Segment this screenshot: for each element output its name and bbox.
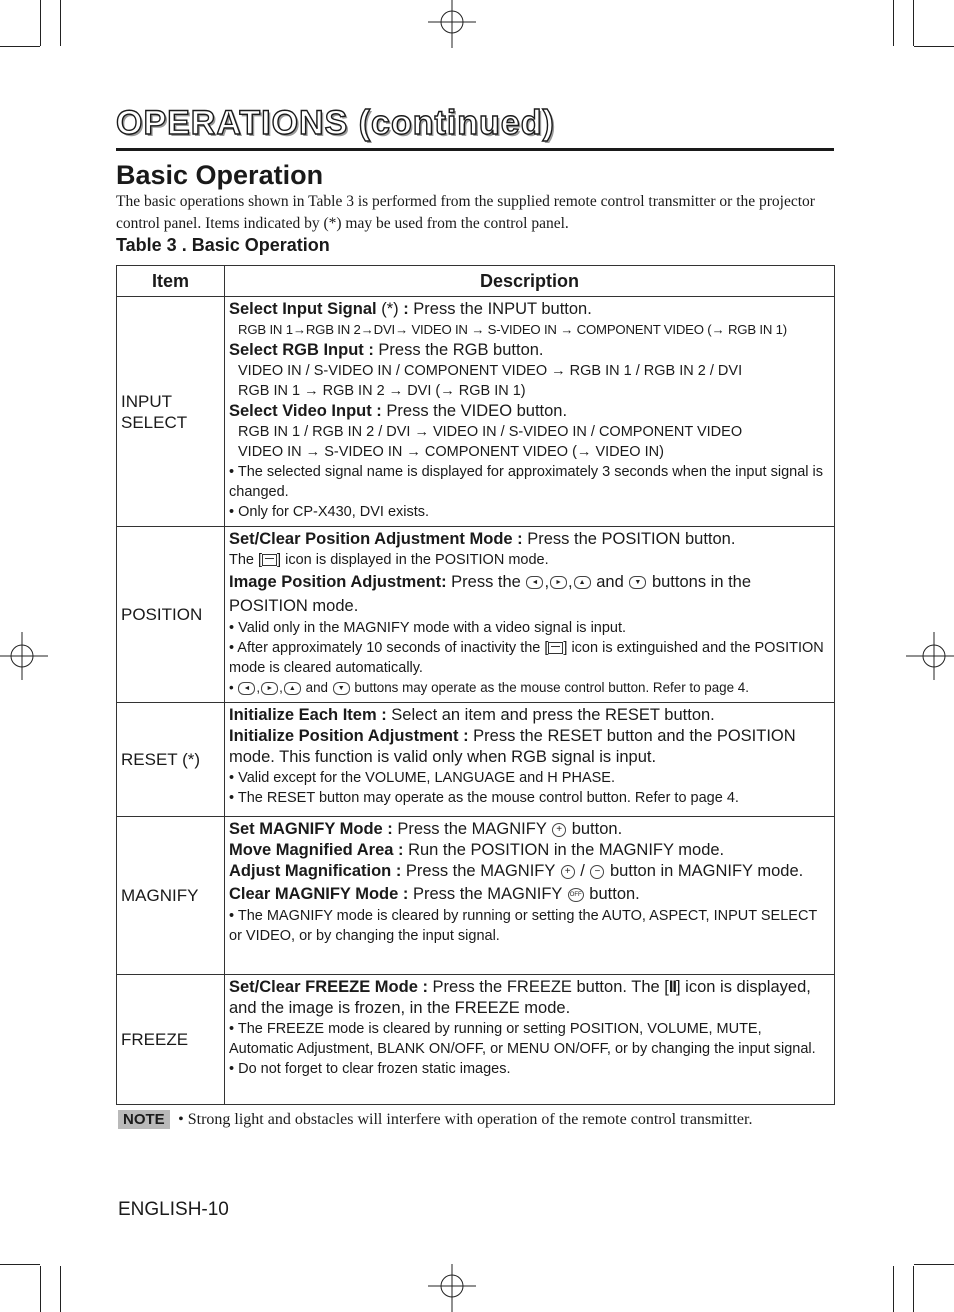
video-input-label: Select Video Input : (229, 402, 382, 420)
note-label: NOTE (118, 1110, 170, 1129)
table-row (117, 297, 835, 527)
rgb-input-label: Select RGB Input : (229, 341, 374, 359)
row-description-freeze (225, 975, 835, 1105)
table-row (117, 527, 835, 703)
magnify-plus-icon: + (561, 865, 575, 879)
adjust-magnification-text-a: Press the MAGNIFY (401, 862, 560, 880)
reset-note-2: • The RESET button may operate as the mouse control button. Refer to page 4. (229, 790, 739, 806)
position-note-2a: • After approximately 10 seconds of inactivity the [ (229, 640, 549, 656)
header-description: Description (225, 266, 835, 297)
adjust-magnification-text-b: button in MAGNIFY mode. (605, 862, 804, 880)
position-mode-text: Press the POSITION button. (522, 530, 736, 548)
position-icon-text-a: The [ (229, 552, 263, 568)
crop-mark (60, 1266, 61, 1312)
row-description-reset (225, 703, 835, 817)
page-footer: ENGLISH-10 (118, 1199, 229, 1220)
rgb-sequence-1: VIDEO IN / S-VIDEO IN / COMPONENT VIDEO → RGB IN 1 / RGB IN 2 / DVI (238, 363, 743, 379)
freeze-mode-label: Set/Clear FREEZE Mode : (229, 978, 428, 996)
position-note-3a: • (229, 680, 238, 695)
title-rule (116, 148, 834, 151)
set-magnify-label: Set MAGNIFY Mode : (229, 820, 393, 838)
table-row (117, 975, 835, 1105)
set-magnify-text-b: button. (567, 820, 623, 838)
rgb-sequence-2: RGB IN 1 → RGB IN 2 → DVI (→ RGB IN 1) (238, 383, 526, 399)
adjust-magnification-label: Adjust Magnification : (229, 862, 402, 880)
position-note-1: • Valid only in the MAGNIFY mode with a video signal is input. (229, 620, 627, 636)
move-area-label: Move Magnified Area : (229, 841, 404, 859)
crop-mark (40, 0, 41, 46)
table-row (117, 703, 835, 817)
row-description-position: Set/Clear Position Adjustment Mode : Press the POSITION button. The [ ] icon is displayed in the POSITION mode. Image Position Adjustment: Press the ◄ , ► , ▲ and ▼ buttons in the POSITION mode. • Valid only in the MAGNIFY mode with a video signal is input. • After approximately 10 seconds of inactivity the [ ] icon is extinguished and the POSITION mode is cleared automatically. • ◄ , ► , ▲ and ▼ buttons may operate as the mouse control button. Refer to page 4. (225, 527, 835, 703)
magnify-note-1: • The MAGNIFY mode is cleared by running or setting the AUTO, ASPECT, INPUT SELECT or VIDEO, or by changing the input signal. (229, 908, 818, 944)
move-area-text: Run the POSITION in the MAGNIFY mode. (403, 841, 725, 859)
pause-icon: II (668, 978, 677, 996)
row-description-magnify (225, 817, 835, 975)
row-item-input-select: INPUT SELECT (117, 297, 225, 527)
row-item-position: POSITION (117, 527, 225, 703)
crop-mark (0, 46, 40, 47)
crop-mark (893, 1266, 894, 1312)
image-position-text-a: Press the (446, 573, 526, 591)
clear-magnify-label: Clear MAGNIFY Mode : (229, 885, 409, 903)
left-button-icon: ◄ (238, 682, 255, 695)
magnify-minus-icon: − (590, 865, 604, 879)
initialize-position-label: Initialize Position Adjustment : (229, 727, 469, 745)
crop-mark (914, 1264, 954, 1265)
position-note-3b: buttons may operate as the mouse control button. Refer to page 4. (350, 680, 749, 695)
control-panel-mark: (*) (376, 300, 404, 318)
set-magnify-text-a: Press the MAGNIFY (392, 820, 552, 838)
image-position-text-b: buttons in the POSITION mode. (229, 573, 752, 615)
position-icon (262, 554, 277, 566)
down-button-icon: ▼ (333, 682, 350, 695)
row-item-freeze: FREEZE (117, 975, 225, 1105)
magnify-off-icon: OFF (568, 888, 584, 902)
initialize-item-label: Initialize Each Item : (229, 706, 387, 724)
note-text: • Strong light and obstacles will interfere with operation of the remote control transmitter. (178, 1111, 753, 1128)
crop-mark (40, 1266, 41, 1312)
crop-mark (0, 1264, 40, 1265)
basic-operation-table (116, 265, 835, 1105)
right-button-icon: ► (550, 576, 567, 589)
down-button-icon: ▼ (629, 576, 646, 589)
freeze-note-2: • Do not forget to clear frozen static images. (229, 1061, 511, 1077)
table-row (117, 817, 835, 975)
input-signal-text: Press the INPUT button. (408, 300, 592, 318)
table-caption: Table 3 . Basic Operation (116, 235, 330, 255)
input-signal-label: Select Input Signal (229, 300, 377, 318)
crop-mark (914, 46, 954, 47)
freeze-mode-text-b: ] icon is displayed, and the image is frozen, in the FREEZE mode. (229, 978, 811, 1017)
registration-mark-icon (0, 632, 48, 680)
freeze-note-1: • The FREEZE mode is cleared by running or setting POSITION, VOLUME, MUTE, Automatic Adjustment, BLANK ON/OFF, or MENU ON/OFF, or by changing the input signal. (229, 1021, 816, 1057)
registration-mark-icon (906, 632, 954, 680)
row-item-magnify: MAGNIFY (117, 817, 225, 975)
rgb-input-text: Press the RGB button. (373, 341, 544, 359)
input-select-note-1: • The selected signal name is displayed for approximately 3 seconds when the input signal is changed. (229, 464, 824, 500)
section-heading: Basic Operation (116, 160, 324, 190)
input-signal-sequence: RGB IN 1→RGB IN 2→DVI→ VIDEO IN → S-VIDEO IN → COMPONENT VIDEO (→ RGB IN 1) (238, 322, 787, 337)
and-word: and (596, 573, 624, 591)
crop-mark (60, 0, 61, 46)
slash: / (575, 862, 590, 880)
video-sequence-1: RGB IN 1 / RGB IN 2 / DVI → VIDEO IN / S-VIDEO IN / COMPONENT VIDEO (238, 424, 743, 440)
clear-magnify-text-b: button. (584, 885, 640, 903)
crop-mark (893, 0, 894, 46)
and-word: and (305, 680, 328, 695)
row-item-reset: RESET (*) (117, 703, 225, 817)
intro-paragraph: The basic operations shown in Table 3 is performed from the supplied remote control transmitter or the projector control panel. Items indicated by (*) may be used from the control panel. (116, 193, 815, 232)
table-header-row (117, 266, 835, 297)
right-button-icon: ► (261, 682, 278, 695)
initialize-item-text: Select an item and press the RESET button. (386, 706, 715, 724)
crop-mark (913, 0, 914, 46)
row-description-input-select (225, 297, 835, 527)
image-position-label: Image Position Adjustment: (229, 573, 447, 591)
position-note-2b: ] icon is extinguished and the POSITION mode is cleared automatically. (229, 640, 824, 676)
magnify-plus-icon: + (552, 823, 566, 837)
input-select-note-2: • Only for CP-X430, DVI exists. (229, 504, 430, 520)
registration-mark-icon (428, 1264, 476, 1312)
position-icon-text-b: ] icon is displayed in the POSITION mode. (277, 552, 549, 568)
position-mode-label: Set/Clear Position Adjustment Mode : (229, 530, 523, 548)
position-icon (548, 642, 563, 654)
freeze-mode-text-a: Press the FREEZE button. The [ (427, 978, 669, 996)
up-button-icon: ▲ (574, 576, 591, 589)
left-button-icon: ◄ (526, 576, 543, 589)
colon: : (403, 300, 409, 318)
initialize-position-text: Press the RESET button and the POSITION mode. This function is valid only when RGB signal is input. (229, 727, 796, 766)
header-item: Item (117, 266, 225, 297)
up-button-icon: ▲ (284, 682, 301, 695)
note-row (118, 1110, 838, 1129)
crop-mark (913, 1266, 914, 1312)
video-input-text: Press the VIDEO button. (381, 402, 568, 420)
clear-magnify-text-a: Press the MAGNIFY (408, 885, 567, 903)
registration-mark-icon (428, 0, 476, 48)
reset-note-1: • Valid except for the VOLUME, LANGUAGE and H PHASE. (229, 770, 615, 786)
video-sequence-2: VIDEO IN → S-VIDEO IN → COMPONENT VIDEO (→ VIDEO IN) (238, 444, 664, 460)
page-title: OPERATIONS (continued) (116, 104, 555, 142)
